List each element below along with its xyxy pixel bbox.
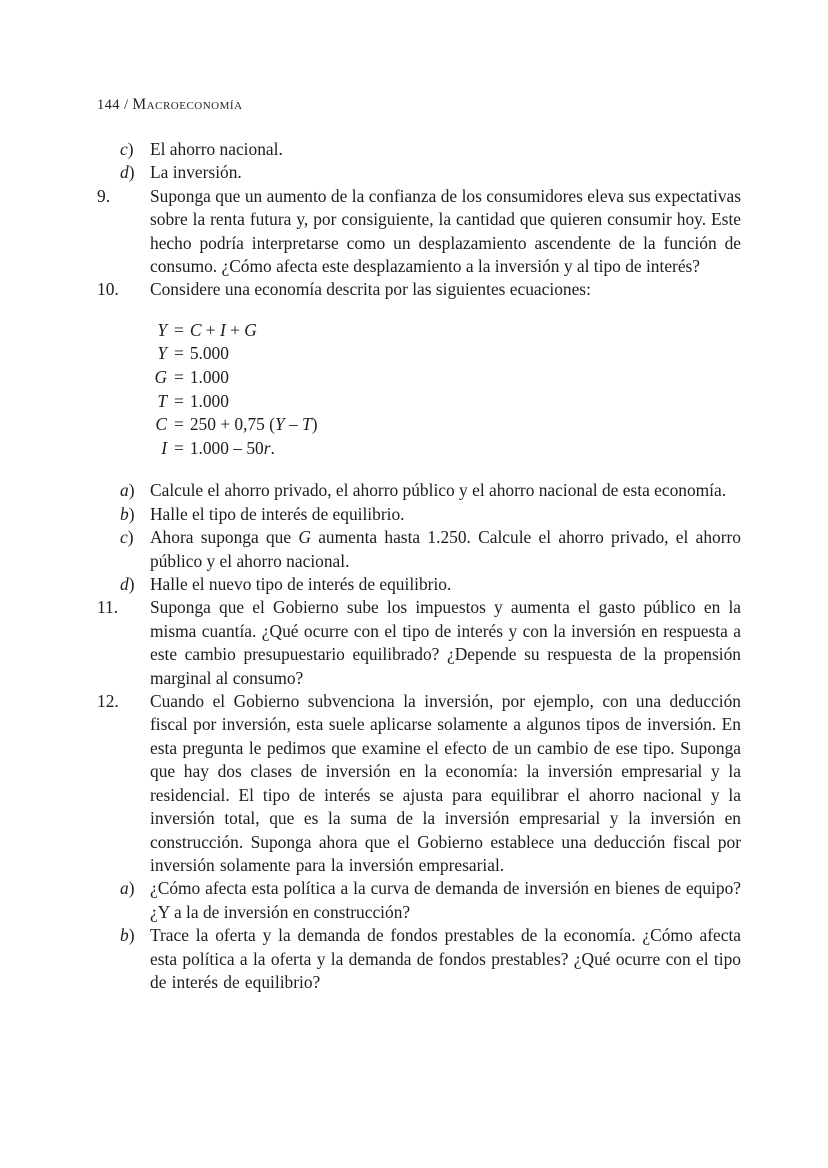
equation-rhs: 5.000: [189, 343, 229, 364]
list-marker-paren: ): [128, 574, 135, 595]
equation-row-3: [141, 366, 741, 390]
equation-lhs: I: [161, 437, 167, 458]
equation-equals: =: [174, 343, 184, 364]
list-marker-letter: b: [120, 503, 129, 524]
numbered-item-marker-11: 11.: [97, 597, 119, 618]
equation-equals: =: [174, 414, 184, 435]
numbered-item-marker-10: 10.: [97, 279, 119, 300]
running-head: [97, 96, 243, 114]
equation-lhs: C: [155, 414, 167, 435]
body-text-column: [97, 138, 741, 994]
list-item-10b: [97, 503, 741, 526]
equation-lhs: T: [157, 390, 167, 411]
list-marker-paren: ): [128, 480, 135, 501]
running-head-book-title: Macroeconomía: [132, 96, 243, 113]
page-folio-number: 144: [97, 97, 120, 113]
list-item-text: Trace la oferta y la demanda de fondos prestables de la economía. ¿Cómo afecta esta política a la oferta y la demanda de fondos prestables? ¿Qué ocurre con el tipo de interés de equilibrio?: [150, 925, 741, 992]
equation-block: [97, 319, 741, 461]
equation-equals: =: [174, 437, 184, 458]
numbered-item-text: Suponga que un aumento de la confianza de los consumidores eleva sus expectativas sobre la renta futura y, por consiguiente, la cantidad que quieren consumir hoy. Este hecho podría interpretarse como un desplazamiento ascendente de la función de consumo. ¿Cómo afecta este desplazamiento a la inversión y al tipo de interés?: [150, 185, 741, 277]
list-marker-paren: ): [128, 925, 135, 946]
list-marker-letter: a: [120, 480, 129, 501]
numbered-item-text: Cuando el Gobierno subvenciona la inversión, por ejemplo, con una deducción fiscal por inversión, esta suele aplicarse solamente a algunos tipos de inversión. En esta pregunta le pedimos que examine el efecto de un cambio de ese tipo. Suponga que hay dos clases de inversión en la economía: la inversión empresarial y la residencial. El tipo de interés se ajusta para equilibrar el ahorro nacional y la inversión total, que es la suma de la inversión empresarial y la inversión en construcción. Suponga ahora que el Gobierno establece una deducción fiscal por inversión solamente para la inversión empresarial.: [150, 691, 741, 875]
numbered-item-12: [97, 690, 741, 877]
list-item-c-ahorro-nacional: [97, 138, 741, 161]
equation-rhs: 250 + 0,75 (Y – T): [189, 414, 318, 435]
list-item-text: El ahorro nacional.: [150, 139, 283, 159]
list-item-d-la-inversion: [97, 161, 741, 184]
list-marker-letter: d: [120, 162, 129, 183]
list-marker-c: [120, 138, 134, 161]
list-item-text: Calcule el ahorro privado, el ahorro público y el ahorro nacional de esta economía.: [150, 480, 727, 501]
equation-lhs: Y: [157, 343, 167, 364]
numbered-item-marker-9: 9.: [97, 185, 111, 206]
equation-rhs: 1.000 – 50r.: [189, 437, 275, 458]
list-item-text: Halle el tipo de interés de equilibrio.: [150, 503, 405, 524]
equation-row-2: [141, 342, 741, 366]
list-marker-d: [120, 573, 135, 596]
list-marker-paren: ): [128, 503, 135, 524]
list-marker-letter: c: [120, 139, 128, 159]
equation-row-5: [141, 413, 741, 437]
numbered-item-text: Considere una economía descrita por las siguientes ecuaciones:: [150, 279, 591, 300]
list-marker-paren: ): [128, 878, 135, 899]
running-head-separator: /: [123, 97, 129, 113]
equation-lhs: Y: [157, 319, 167, 340]
list-marker-letter: d: [120, 574, 129, 595]
list-marker-letter: c: [120, 527, 128, 548]
list-item-text: Halle el nuevo tipo de interés de equilibrio.: [150, 574, 452, 595]
list-item-10c: [97, 526, 741, 573]
list-item-12a: [97, 877, 741, 924]
list-marker-a: [120, 479, 135, 502]
list-marker-a: [120, 877, 135, 900]
equation-row-4: [141, 390, 741, 414]
equation-equals: =: [174, 319, 184, 340]
list-marker-c: [120, 526, 134, 549]
numbered-item-marker-12: 12.: [97, 691, 119, 712]
inline-math-variable-g: G: [298, 527, 311, 548]
list-item-text: La inversión.: [150, 162, 242, 183]
numbered-item-11: [97, 596, 741, 690]
list-item-text: ¿Cómo afecta esta política a la curva de demanda de inversión en bienes de equipo? ¿Y a la de inversión en construcción?: [150, 878, 741, 922]
list-marker-letter: a: [120, 878, 129, 899]
list-item-10a: [97, 479, 741, 502]
numbered-item-10: [97, 278, 741, 301]
list-marker-b: [120, 924, 135, 947]
list-marker-paren: ): [127, 139, 134, 159]
list-marker-b: [120, 503, 135, 526]
list-item-12b: [97, 924, 741, 994]
list-marker-paren: ): [128, 162, 135, 183]
list-marker-d: [120, 161, 135, 184]
numbered-item-text: Suponga que el Gobierno sube los impuestos y aumenta el gasto público en la misma cuantía. ¿Qué ocurre con el tipo de interés y con la inversión en respuesta a este cambio presupuestario equilibrado? ¿Depende su respuesta de la propensión marginal al consumo?: [150, 597, 741, 688]
list-item-text-before-variable: Ahora suponga que: [150, 527, 299, 548]
numbered-item-9: [97, 185, 741, 279]
equation-row-1: [141, 319, 741, 343]
equation-rhs: 1.000: [189, 367, 229, 388]
equation-equals: =: [174, 367, 184, 388]
equation-equals: =: [174, 390, 184, 411]
list-marker-paren: ): [127, 527, 134, 548]
list-marker-letter: b: [120, 925, 129, 946]
equation-rhs: 1.000: [189, 390, 229, 411]
equation-lhs: G: [154, 367, 167, 388]
list-item-text-after-variable: aumenta hasta 1.250. Calcule el ahorro privado, el ahorro público y el ahorro nacional.: [150, 527, 741, 571]
list-item-10d: [97, 573, 741, 596]
equation-rhs: C + I + G: [189, 319, 257, 340]
equation-row-6: [141, 437, 741, 461]
